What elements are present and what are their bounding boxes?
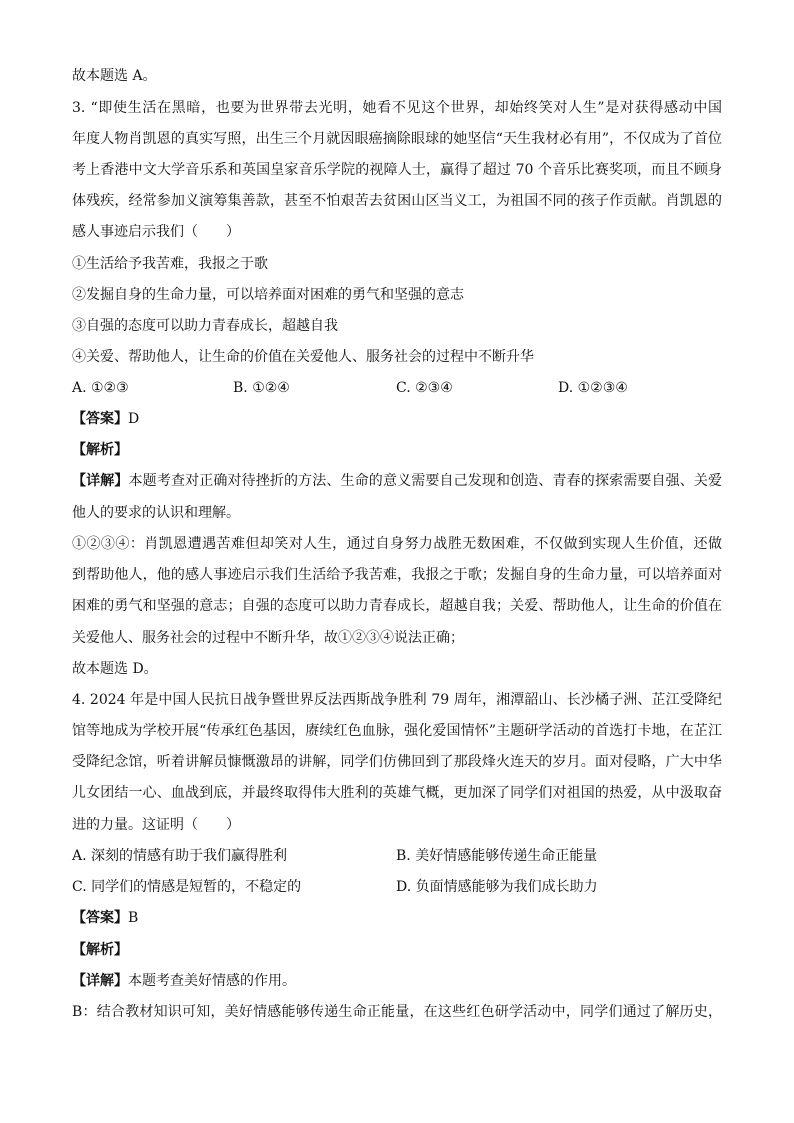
statement-4: ④关爱、帮助他人，让生命的价值在关爱他人、服务社会的过程中不断升华 (72, 349, 534, 365)
question-3-stem: 考上香港中文大学音乐系和英国皇家音乐学院的视障人士，赢得了超过 70 个音乐比赛奖项，而且不顾身 (72, 162, 722, 178)
detail-text: 本题考查对正确对待挫折的方法、生命的意义需要自己发现和创造、青春的探索需要自强、关爱 (128, 473, 722, 489)
q4-option-c: C. 同学们的情感是短暂的，不稳定的 (72, 879, 302, 895)
question-4-stem: 4. 2024 年是中国人民抗日战争暨世界反法西斯战争胜利 79 周年，湘潭韶山、长沙橘子洲、芷江受降纪 (72, 692, 722, 708)
question-4-stem: 儿女团结一心、血战到底，并最终取得伟大胜利的英雄气概，更加深了同学们对祖国的热爱，从中汲取奋 (72, 785, 722, 801)
explanation-line: 到帮助他人，他的感人事迹启示我们生活给予我苦难，我报之于歌；发掘自身的生命力量，可以培养面对 (72, 567, 722, 583)
answer-label: 【答案】 (72, 411, 128, 427)
q4-option-d: D. 负面情感能够为我们成长助力 (396, 879, 598, 895)
q3-option-a: A. ①②③ (72, 380, 129, 396)
q4-option-a: A. 深刻的情感有助于我们赢得胜利 (72, 848, 288, 864)
question-4-stem: 受降纪念馆，听着讲解员慷慨激昂的讲解，同学们仿佛回到了那段烽火连天的岁月。面对侵略，广大中华 (72, 754, 722, 770)
statement-2: ②发掘自身的生命力量，可以培养面对困难的勇气和坚强的意志 (72, 287, 464, 303)
statement-1: ①生活给予我苦难，我报之于歌 (72, 256, 268, 272)
detail-line (72, 971, 296, 991)
answer-line (72, 908, 138, 928)
analysis-label: 【解析】 (72, 442, 128, 458)
question-3-stem: 体残疾，经常参加义演筹集善款，甚至不怕艰苦去贫困山区当义工，为祖国不同的孩子作贡献。肖凯恩的 (72, 193, 722, 209)
q3-option-b: B. ①②④ (233, 380, 290, 396)
answer-line (72, 409, 139, 429)
detail-label: 【详解】 (72, 473, 129, 489)
detail-line: 他人的要求的认识和理解。 (72, 505, 240, 521)
question-4-stem: 进的力量。这证明（ ） (72, 817, 240, 833)
statement-3: ③自强的态度可以助力青春成长，超越自我 (72, 318, 338, 334)
analysis-label: 【解析】 (72, 942, 128, 958)
answer-value: D (128, 411, 140, 427)
detail-text: 本题考查美好情感的作用。 (128, 973, 296, 989)
detail-label: 【详解】 (72, 973, 128, 989)
question-3-stem: 3. “即使生活在黑暗，也要为世界带去光明，她看不见这个世界，却始终笑对人生”是对获得感动中国 (72, 100, 722, 116)
answer-value: B (128, 910, 139, 926)
explanation-line: B：结合教材知识可知，美好情感能够传递生命正能量，在这些红色研学活动中，同学们通过了解历史， (72, 1004, 722, 1020)
q4-option-b: B. 美好情感能够传递生命正能量 (396, 848, 598, 864)
explanation-line: ①②③④：肖凯恩遭遇苦难但却笑对人生，通过自身努力战胜无数困难，不仅做到实现人生价值，还做 (72, 536, 722, 552)
q3-option-d: D. ①②③④ (558, 380, 628, 396)
question-3-stem: 感人事迹启示我们（ ） (72, 224, 240, 240)
text-line: 故本题选 D。 (72, 661, 158, 677)
q3-option-c: C. ②③④ (396, 380, 453, 396)
answer-label: 【答案】 (72, 910, 128, 926)
text-line: 故本题选 A。 (72, 68, 157, 84)
question-3-stem: 年度人物肖凯恩的真实写照，出生三个月就因眼癌摘除眼球的她坚信“天生我材必有用”，不仅成为了首位 (72, 131, 722, 147)
explanation-line: 困难的勇气和坚强的意志；自强的态度可以助力青春成长，超越自我；关爱、帮助他人，让生命的价值在 (72, 598, 722, 614)
explanation-line: 关爱他人、服务社会的过程中不断升华，故①②③④说法正确； (72, 630, 464, 646)
detail-line (72, 471, 722, 491)
question-4-stem: 馆等地成为学校开展“传承红色基因，赓续红色血脉，强化爱国情怀”主题研学活动的首选打卡地，在芷江 (72, 723, 722, 739)
